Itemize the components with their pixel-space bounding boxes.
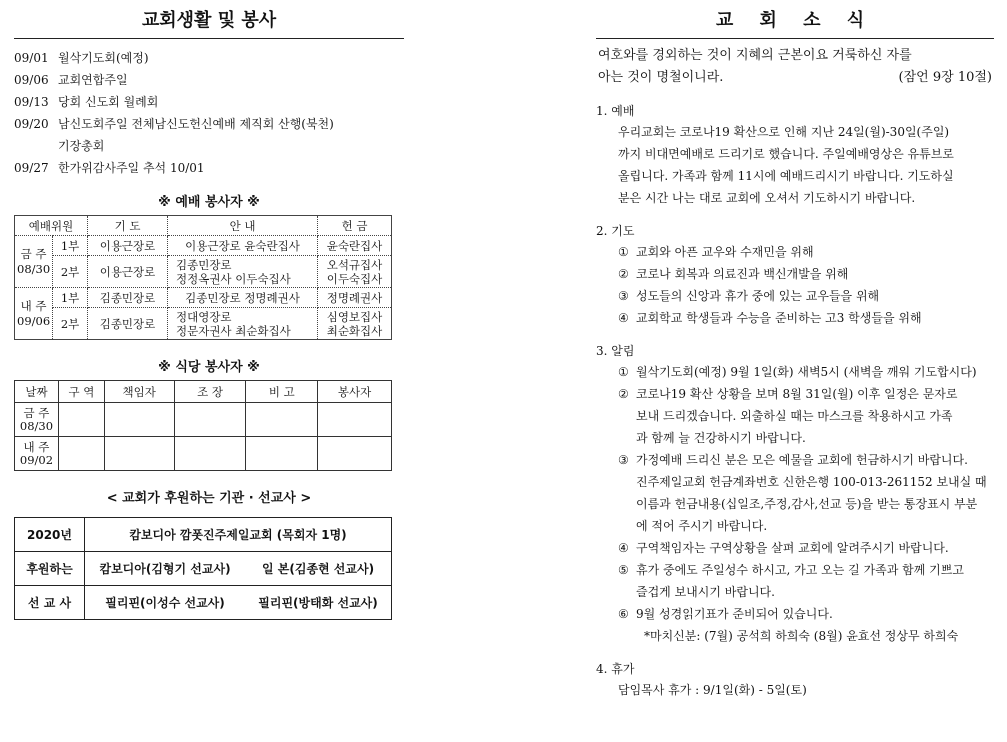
schedule-date: 09/01 xyxy=(14,51,49,65)
schedule-date: 09/27 xyxy=(14,161,49,175)
section-heading: 4. 휴가 xyxy=(596,662,635,676)
guide-cell: 김종민장로 정명례권사 xyxy=(168,288,318,308)
item-text xyxy=(636,449,994,537)
cafeteria-volunteers-title: ※ 식당 봉사자 ※ xyxy=(158,360,260,375)
offering-line: 오석규집사 xyxy=(326,257,383,272)
guide-line: 정대영장로 xyxy=(176,309,232,324)
item-text: 교회와 아픈 교우와 수재민을 위해 xyxy=(636,245,814,259)
missionary-cell: 필리핀(이성수 선교사) xyxy=(85,586,246,620)
guide-cell xyxy=(168,256,318,288)
item-line: 9월 성경읽기표가 준비되어 있습니다. xyxy=(636,607,833,621)
list-item xyxy=(596,361,994,383)
guide-line: 정문자권사 최순화집사 xyxy=(176,323,291,338)
schedule-item xyxy=(14,47,404,69)
schedule-item xyxy=(14,157,404,179)
missionary-cell: 일 본(김종현 선교사) xyxy=(245,552,391,586)
schedule-text: 기장총회 xyxy=(58,139,105,153)
item-text xyxy=(636,537,994,559)
schedule-item xyxy=(14,135,404,157)
service-cell: 1부 xyxy=(53,288,88,308)
body-line: 까지 비대면예배로 드리기로 했습니다. 주일예배영상은 유튜브로 xyxy=(618,147,954,161)
empty-cell xyxy=(58,437,104,471)
service-cell: 2부 xyxy=(53,308,88,340)
header-cell: 예배위원 xyxy=(15,216,88,236)
list-item xyxy=(596,449,994,537)
header-cell: 조 장 xyxy=(174,381,246,403)
item-text xyxy=(636,361,994,383)
offering-cell: 윤숙란집사 xyxy=(318,236,392,256)
schedule-date xyxy=(14,135,58,157)
header-cell: 헌 금 xyxy=(318,216,392,236)
missionary-cell: 캄보디아(김형기 선교사) xyxy=(85,552,246,586)
section-worship xyxy=(596,101,994,209)
worship-volunteers-table xyxy=(14,215,392,340)
section-heading: 3. 알림 xyxy=(596,344,635,358)
date-value: 08/30 xyxy=(19,418,54,433)
table-row xyxy=(15,518,392,552)
section-heading: 1. 예배 xyxy=(596,104,635,118)
completed-note: *마치신분: (7월) 공석희 하희숙 (8월) 윤효선 정상무 하희숙 xyxy=(644,629,959,643)
header-cell: 책임자 xyxy=(104,381,174,403)
item-text: 성도들의 신앙과 휴가 중에 있는 교우들을 위해 xyxy=(636,289,880,303)
schedule-date: 09/06 xyxy=(14,73,49,87)
section-announcements xyxy=(596,341,994,647)
prayer-cell: 김종민장로 xyxy=(88,308,168,340)
item-text: 코로나 회복과 의료진과 백신개발을 위해 xyxy=(636,267,849,281)
schedule-item xyxy=(14,113,404,135)
empty-cell xyxy=(58,403,104,437)
list-item xyxy=(596,537,994,559)
date-label: 금 주 xyxy=(23,405,50,420)
church-news-title: 교 회 소 식 xyxy=(715,10,875,31)
date-cell xyxy=(15,403,59,437)
list-item xyxy=(596,285,994,307)
church-life-title: 교회생활 및 봉사 xyxy=(141,10,277,31)
date-label: 내 주 xyxy=(23,439,50,454)
guide-line: 정정옥권사 이두숙집사 xyxy=(176,271,291,286)
missionary-cell: 필리핀(방태화 선교사) xyxy=(245,586,391,620)
cafeteria-volunteers-table xyxy=(14,380,392,471)
schedule-date: 09/13 xyxy=(14,95,49,109)
list-item xyxy=(596,263,994,285)
service-cell: 2부 xyxy=(53,256,88,288)
table-row xyxy=(15,586,392,620)
item-line: 보내 드리겠습니다. 외출하실 때는 마스크를 착용하시고 가족 xyxy=(636,409,953,423)
item-number: ③ xyxy=(618,453,629,467)
date-value: 09/02 xyxy=(19,452,54,467)
section-body: 담임목사 휴가 : 9/1일(화) - 5일(토) xyxy=(618,683,807,697)
guide-line: 김종민장로 xyxy=(176,257,232,272)
prayer-cell: 이용근장로 xyxy=(88,236,168,256)
empty-cell xyxy=(104,403,174,437)
verse-line-row xyxy=(598,67,992,89)
empty-cell xyxy=(104,437,174,471)
list-item xyxy=(596,603,994,625)
empty-cell xyxy=(246,403,318,437)
table-row xyxy=(15,437,392,471)
week-label-text: 금 주 xyxy=(20,246,47,261)
verse-reference: (잠언 9장 10절) xyxy=(898,70,992,85)
schedule-text: 한가위감사주일 추석 10/01 xyxy=(58,161,205,175)
offering-line: 최순화집사 xyxy=(326,323,383,338)
header-cell: 구 역 xyxy=(58,381,104,403)
missions-table xyxy=(14,517,392,620)
verse-line: 아는 것이 명철이니라. xyxy=(598,70,724,85)
empty-cell xyxy=(174,437,246,471)
item-line: 월삭기도회(예정) 9월 1일(화) 새벽5시 (새벽을 깨워 기도합시다) xyxy=(636,365,977,379)
week-label-date: 08/30 xyxy=(17,261,51,276)
item-text xyxy=(636,603,994,625)
offering-cell xyxy=(318,256,392,288)
schedule-text: 월삭기도회(예정) xyxy=(58,51,149,65)
list-item xyxy=(596,307,994,329)
schedule-item xyxy=(14,69,404,91)
schedule-text: 당회 신도회 월례회 xyxy=(58,95,159,109)
item-line: 과 함께 늘 건강하시기 바랍니다. xyxy=(636,431,806,445)
item-number: ① xyxy=(618,245,629,259)
item-number: ④ xyxy=(618,541,629,555)
item-line: 진주제일교회 헌금계좌번호 신한은행 100-013-261152 보내실 때 xyxy=(636,475,987,489)
label-cell: 후원하는 xyxy=(15,552,85,586)
section-vacation xyxy=(596,659,994,701)
header-cell: 안 내 xyxy=(168,216,318,236)
section-prayer xyxy=(596,221,994,329)
item-line: 에 적어 주시기 바랍니다. xyxy=(636,519,768,533)
table-row xyxy=(15,256,392,288)
week-label xyxy=(15,236,53,288)
table-row xyxy=(15,288,392,308)
table-row xyxy=(15,403,392,437)
guide-cell xyxy=(168,308,318,340)
bible-verse xyxy=(596,45,994,89)
item-number: ③ xyxy=(618,289,629,303)
item-text: 교회학교 학생들과 수능을 준비하는 고3 학생들을 위해 xyxy=(636,311,922,325)
item-number: ⑤ xyxy=(618,563,629,577)
schedule-text: 남신도회주일 전체남신도헌신예배 제직회 산행(북천) xyxy=(58,117,334,131)
item-line: 즐겁게 보내시기 바랍니다. xyxy=(636,585,775,599)
left-column xyxy=(14,8,404,620)
table-row xyxy=(15,552,392,586)
item-number: ⑥ xyxy=(618,607,629,621)
label-cell: 선 교 사 xyxy=(15,586,85,620)
item-line: 구역책임자는 구역상황을 살펴 교회에 알려주시기 바랍니다. xyxy=(636,541,949,555)
date-cell xyxy=(15,437,59,471)
offering-line: 심영보집사 xyxy=(326,309,383,324)
body-line: 분은 시간 나는 대로 교회에 오셔서 기도하시기 바랍니다. xyxy=(618,191,916,205)
list-item xyxy=(596,559,994,603)
item-text xyxy=(636,383,994,449)
empty-cell xyxy=(318,437,392,471)
item-number: ④ xyxy=(618,311,629,325)
item-line: 코로나19 확산 상황을 보며 8월 31일(월) 이후 일정은 문자로 xyxy=(636,387,958,401)
offering-line: 이두숙집사 xyxy=(326,271,383,286)
title-divider xyxy=(14,38,404,39)
week-label xyxy=(15,288,53,340)
header-cell: 봉사자 xyxy=(318,381,392,403)
empty-cell xyxy=(174,403,246,437)
verse-line: 여호와를 경외하는 것이 지혜의 근본이요 거룩하신 자를 xyxy=(598,48,912,63)
schedule-list xyxy=(14,47,404,179)
offering-cell: 정명례권사 xyxy=(318,288,392,308)
empty-cell xyxy=(318,403,392,437)
section-body xyxy=(596,121,994,209)
org-cell: 캄보디아 깜폿진주제일교회 (목회자 1명) xyxy=(85,518,392,552)
body-line: 우리교회는 코로나19 확산으로 인해 지난 24일(월)-30일(주일) xyxy=(618,125,950,139)
empty-cell xyxy=(246,437,318,471)
header-cell: 날짜 xyxy=(15,381,59,403)
week-label-date: 09/06 xyxy=(17,313,51,328)
guide-cell: 이용근장로 윤숙란집사 xyxy=(168,236,318,256)
table-row xyxy=(15,236,392,256)
list-item xyxy=(596,241,994,263)
item-number: ② xyxy=(618,267,629,281)
service-cell: 1부 xyxy=(53,236,88,256)
table-header-row xyxy=(15,216,392,236)
section-heading: 2. 기도 xyxy=(596,224,635,238)
schedule-date: 09/20 xyxy=(14,117,49,131)
list-item xyxy=(596,383,994,449)
right-column xyxy=(596,8,994,701)
body-line: 올립니다. 가족과 함께 11시에 예배드리시기 바랍니다. 기도하실 xyxy=(618,169,954,183)
item-line: 휴가 중에도 주일성수 하시고, 가고 오는 길 가족과 함께 기쁘고 xyxy=(636,563,964,577)
header-cell: 비 고 xyxy=(246,381,318,403)
schedule-item xyxy=(14,91,404,113)
item-number: ① xyxy=(618,365,629,379)
title-divider xyxy=(596,38,994,39)
missions-title: < 교회가 후원하는 기관 · 선교사 > xyxy=(106,491,312,506)
item-text xyxy=(636,559,994,603)
prayer-cell: 김종민장로 xyxy=(88,288,168,308)
table-header-row xyxy=(15,381,392,403)
schedule-text: 교회연합주일 xyxy=(58,73,128,87)
header-cell: 기 도 xyxy=(88,216,168,236)
offering-cell xyxy=(318,308,392,340)
prayer-cell: 이용근장로 xyxy=(88,256,168,288)
worship-volunteers-title: ※ 예배 봉사자 ※ xyxy=(158,195,260,210)
item-number: ② xyxy=(618,387,629,401)
item-line: 이름과 헌금내용(십일조,주정,감사,선교 등)을 받는 통장표시 부분 xyxy=(636,497,978,511)
week-label-text: 내 주 xyxy=(20,298,47,313)
label-cell: 2020년 xyxy=(15,518,85,552)
item-line: 가정예배 드리신 분은 모은 예물을 교회에 헌금하시기 바랍니다. xyxy=(636,453,968,467)
table-row xyxy=(15,308,392,340)
